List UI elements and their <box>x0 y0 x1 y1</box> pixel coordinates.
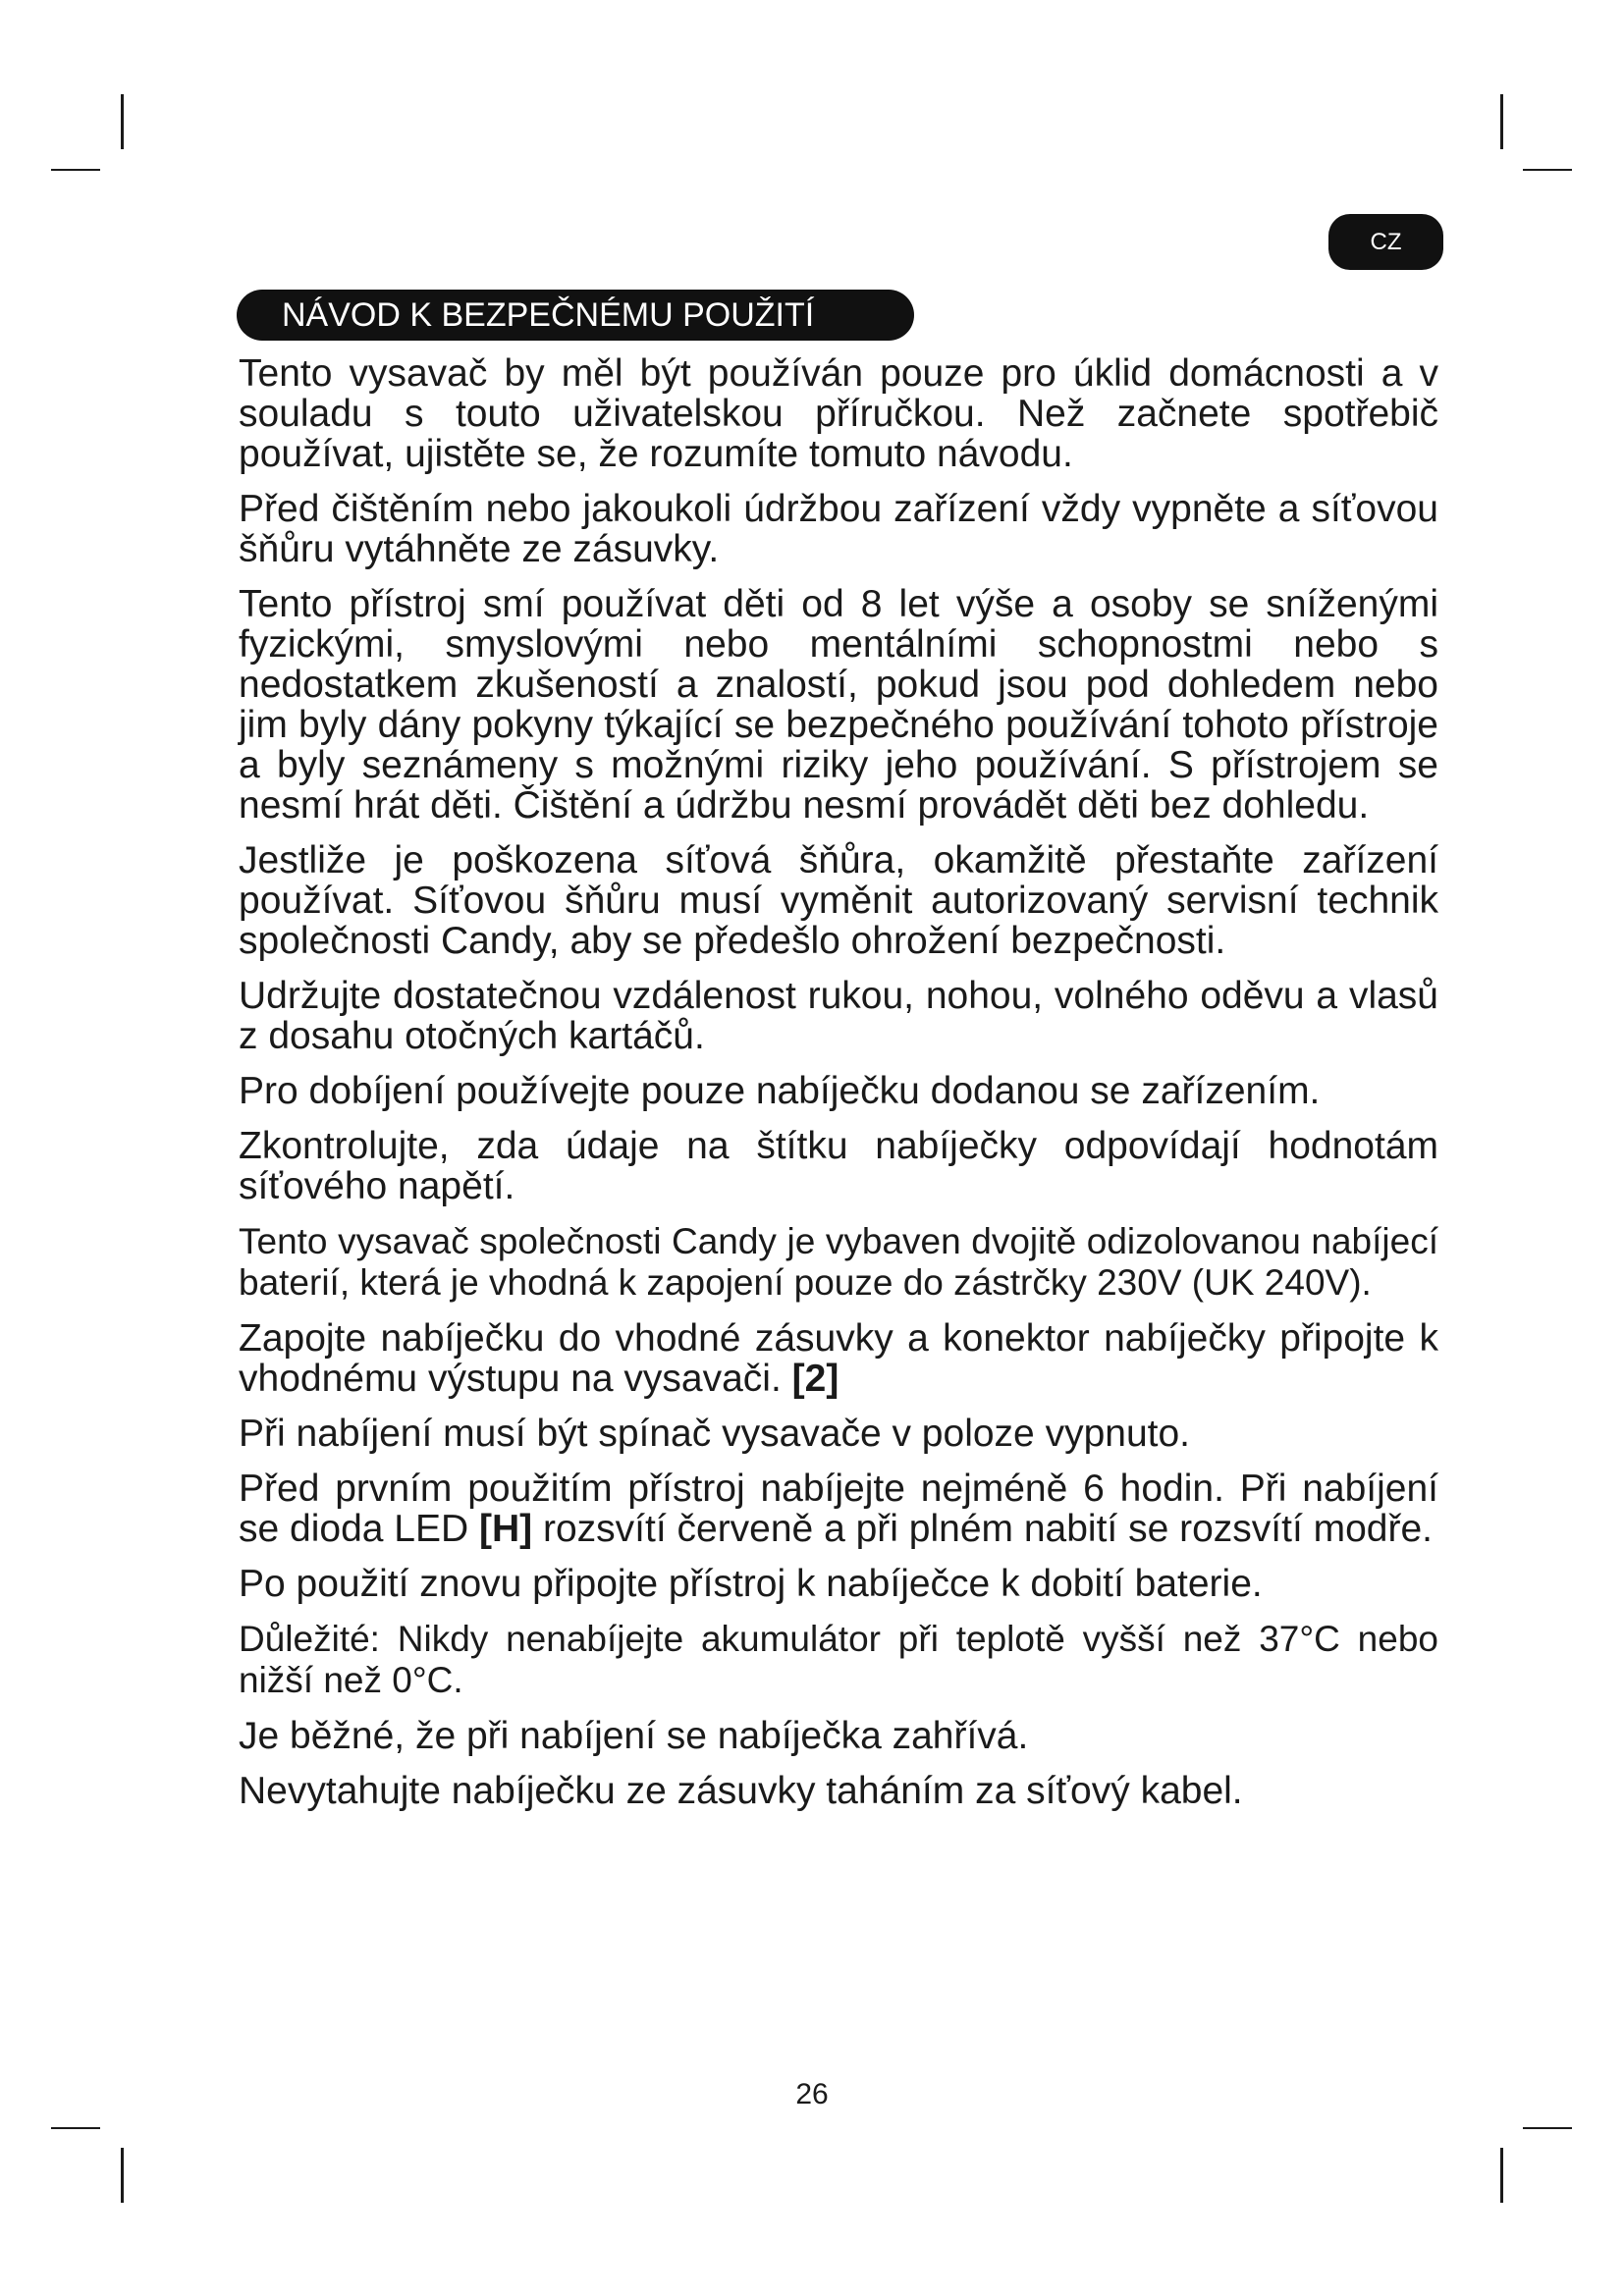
paragraph-temperature-warning: Důležité: Nikdy nenabíjejte akumulátor při teplotě vyšší než 37°C nebo nižší než 0°C. <box>239 1619 1438 1700</box>
page-number: 26 <box>795 2078 829 2110</box>
paragraph-charger-warm: Je běžné, že při nabíjení se nabíječka zahřívá. <box>239 1715 1029 1757</box>
paragraph-intended-use: Tento vysavač by měl být používán pouze pro úklid domácnosti a v souladu s touto uživatelskou příručkou. Než začnete spotřebič používat, ujistěte se, že rozumíte tomuto návodu. <box>239 352 1438 475</box>
led-reference: [H] <box>479 1508 533 1550</box>
crop-mark <box>1500 2148 1503 2203</box>
paragraph-damaged-cord: Jestliže je poškozena síťová šňůra, okamžitě přestaňte zařízení používat. Síťovou šňůru musí vyměnit autorizovaný servisní technik společnosti Candy, aby se předešlo ohrožení bezpečnosti. <box>239 839 1438 962</box>
crop-mark <box>1500 94 1503 149</box>
paragraph-check-voltage: Zkontrolujte, zda údaje na štítku nabíječky odpovídají hodnotám síťového napětí. <box>239 1125 1438 1207</box>
first-charge-text-end: rozsvítí červeně a při plném nabití se rozsvítí modře. <box>542 1508 1434 1550</box>
paragraph-unplug-cable: Nevytahujte nabíječku ze zásuvky taháním za síťový kabel. <box>239 1770 1243 1812</box>
figure-reference: [2] <box>791 1358 839 1400</box>
paragraph-brushes: Udržujte dostatečnou vzdálenost rukou, nohou, volného oděvu a vlasů z dosahu otočných kartáčů. <box>239 975 1438 1057</box>
language-badge: CZ <box>1328 214 1443 270</box>
crop-mark <box>51 2127 100 2129</box>
paragraph-connect-charger <box>239 1318 1438 1399</box>
safety-instructions <box>239 353 1438 1826</box>
crop-mark <box>121 94 124 149</box>
paragraph-children: Tento přístroj smí používat děti od 8 let výše a osoby se sníženými fyzickými, smyslovými nebo mentálními schopnostmi nebo s nedostatkem zkušeností a znalostí, pokud jsou pod dohledem nebo jim byly dány pokyny týkající se bezpečného používání tohoto přístroje a byly seznámeny s možnými riziky jeho používání. S přístrojem se nesmí hrát děti. Čištění a údržbu nesmí provádět děti bez dohledu. <box>239 583 1438 827</box>
paragraph-first-charge <box>239 1468 1438 1549</box>
paragraph-switch-off: Při nabíjení musí být spínač vysavače v poloze vypnuto. <box>239 1413 1191 1455</box>
section-title: NÁVOD K BEZPEČNÉMU POUŽITÍ <box>237 290 914 341</box>
connect-charger-text: Zapojte nabíječku do vhodné zásuvky a konektor nabíječky připojte k vhodnému výstupu na vysavači. <box>239 1317 1438 1400</box>
paragraph-recharge: Po použití znovu připojte přístroj k nabíječce k dobití baterie. <box>239 1563 1263 1605</box>
crop-mark <box>1523 2127 1572 2129</box>
crop-mark <box>51 169 100 171</box>
paragraph-unplug: Před čištěním nebo jakoukoli údržbou zařízení vždy vypněte a síťovou šňůru vytáhněte ze zásuvky. <box>239 488 1438 570</box>
crop-mark <box>1523 169 1572 171</box>
paragraph-battery-voltage: Tento vysavač společnosti Candy je vybaven dvojitě odizolovanou nabíjecí baterií, která je vhodná k zapojení pouze do zástrčky 230V (UK 240V). <box>239 1221 1438 1303</box>
crop-mark <box>121 2148 124 2203</box>
first-charge-text: Před prvním použitím přístroj nabíjejte nejméně 6 hodin. Při nabíjení se dioda LED <box>239 1468 1438 1550</box>
paragraph-charger-only: Pro dobíjení používejte pouze nabíječku dodanou se zařízením. <box>239 1070 1321 1112</box>
